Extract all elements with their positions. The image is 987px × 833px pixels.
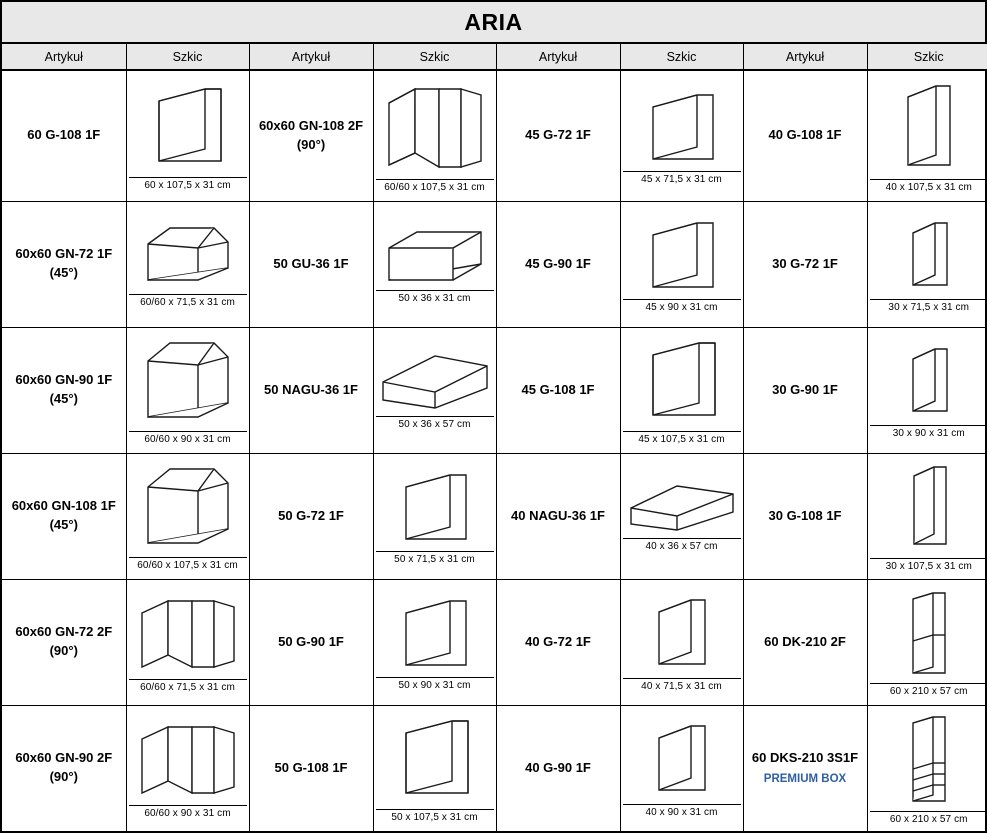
product-sketch-cell [126, 327, 249, 453]
product-sketch-icon [870, 589, 987, 681]
product-sketch-icon [129, 222, 247, 292]
product-sketch-icon [623, 89, 741, 169]
header-table [2, 44, 987, 71]
product-sketch-cell [867, 579, 987, 705]
table-row [2, 453, 987, 579]
product-sketch-cell [867, 71, 987, 201]
product-code-cell [2, 705, 126, 831]
product-code: 45 G-72 1F [525, 127, 591, 143]
product-dimensions: 30 x 90 x 31 cm [870, 425, 987, 439]
product-sketch-cell [373, 71, 496, 201]
table-row [2, 71, 987, 201]
product-sketch-cell [620, 453, 743, 579]
column-header: Artykuł [743, 44, 867, 70]
product-dimensions: 45 x 90 x 31 cm [623, 299, 741, 313]
product-dimensions: 60/60 x 71,5 x 31 cm [129, 294, 247, 308]
product-sketch-cell [620, 201, 743, 327]
product-sketch-cell [620, 579, 743, 705]
product-code-cell [496, 579, 620, 705]
product-sketch-cell [373, 327, 496, 453]
product-code-cell [743, 453, 867, 579]
table-row [2, 705, 987, 831]
product-code: 60x60 GN-72 2F [15, 624, 113, 640]
product-code: 45 G-90 1F [525, 255, 591, 271]
product-sketch-icon [376, 81, 494, 177]
product-sketch-icon [376, 226, 494, 288]
product-code-cell [2, 71, 126, 201]
product-code-cell [249, 201, 373, 327]
product-dimensions: 60 x 210 x 57 cm [870, 811, 987, 825]
product-code: 50 G-108 1F [274, 759, 348, 775]
product-sketch-cell [373, 201, 496, 327]
column-header: Szkic [620, 44, 743, 70]
product-sketch-icon [870, 713, 987, 809]
product-code: 50 NAGU-36 1F [264, 381, 358, 397]
product-sketch-icon [129, 719, 247, 803]
page-title: ARIA [464, 8, 523, 35]
product-angle: (45°) [49, 391, 78, 406]
product-code: 45 G-108 1F [521, 381, 595, 397]
table-row [2, 327, 987, 453]
product-code: 60x60 GN-72 1F [15, 246, 113, 262]
product-code-cell [2, 579, 126, 705]
product-dimensions: 40 x 107,5 x 31 cm [870, 179, 987, 193]
product-angle: (90°) [49, 769, 78, 785]
product-dimensions: 40 x 36 x 57 cm [623, 538, 741, 552]
product-dimensions: 40 x 90 x 31 cm [623, 804, 741, 818]
product-dimensions: 50 x 71,5 x 31 cm [376, 551, 494, 565]
product-code: 60 DK-210 2F [764, 633, 846, 649]
product-sketch-cell [867, 705, 987, 831]
product-sketch-cell [373, 579, 496, 705]
product-dimensions: 50 x 90 x 31 cm [376, 677, 494, 691]
product-sketch-cell [867, 201, 987, 327]
product-angle: (45°) [49, 265, 78, 280]
product-code: 60 DKS-210 3S1F [751, 749, 859, 765]
product-sketch-icon [623, 217, 741, 297]
product-code-cell [743, 705, 867, 831]
product-dimensions: 60 x 210 x 57 cm [870, 683, 987, 697]
product-angle: (45°) [49, 517, 78, 532]
product-badge: PREMIUM BOX [763, 772, 847, 785]
product-sketch-cell [126, 71, 249, 201]
product-code-cell [496, 453, 620, 579]
table-row [2, 201, 987, 327]
product-code-cell [249, 705, 373, 831]
product-dimensions: 60/60 x 107,5 x 31 cm [129, 557, 247, 571]
product-sketch-cell [126, 705, 249, 831]
column-header: Szkic [126, 44, 249, 70]
sheet-title-bar [2, 2, 985, 44]
product-sketch-icon [870, 462, 987, 556]
product-sketch-icon [623, 720, 741, 802]
product-dimensions: 50 x 36 x 31 cm [376, 290, 494, 304]
product-code: 50 G-72 1F [278, 507, 344, 523]
product-sketch-cell [620, 705, 743, 831]
product-sketch-cell [373, 705, 496, 831]
product-sketch-icon [623, 337, 741, 429]
product-code-cell [496, 705, 620, 831]
product-code-cell [249, 71, 373, 201]
product-sketch-cell [126, 453, 249, 579]
product-code-cell [2, 453, 126, 579]
product-sketch-cell [126, 201, 249, 327]
product-code: 60x60 GN-108 2F [258, 117, 364, 133]
product-dimensions: 60/60 x 90 x 31 cm [129, 805, 247, 819]
product-dimensions: 40 x 71,5 x 31 cm [623, 678, 741, 692]
product-dimensions: 60/60 x 71,5 x 31 cm [129, 679, 247, 693]
product-code: 60x60 GN-108 1F [11, 498, 116, 514]
product-dimensions: 45 x 107,5 x 31 cm [623, 431, 741, 445]
product-sketch-cell [620, 71, 743, 201]
product-code: 40 NAGU-36 1F [511, 507, 605, 523]
column-header-row [2, 44, 987, 70]
product-sketch-icon [376, 595, 494, 675]
product-sketch-icon [870, 343, 987, 423]
product-dimensions: 60/60 x 107,5 x 31 cm [376, 179, 494, 193]
product-code: 40 G-108 1F [768, 127, 842, 143]
product-code-cell [249, 453, 373, 579]
product-code-cell [249, 579, 373, 705]
product-sketch-cell [126, 579, 249, 705]
product-code: 30 G-108 1F [768, 507, 842, 523]
product-sketch-icon [129, 593, 247, 677]
product-dimensions: 50 x 107,5 x 31 cm [376, 809, 494, 823]
product-sketch-icon [623, 482, 741, 536]
product-code: 40 G-90 1F [525, 759, 591, 775]
product-dimensions: 30 x 107,5 x 31 cm [870, 558, 987, 572]
product-sketch-cell [373, 453, 496, 579]
product-code-cell [496, 201, 620, 327]
product-code-cell [743, 327, 867, 453]
product-sketch-icon [870, 217, 987, 297]
column-header: Artykuł [249, 44, 373, 70]
column-header: Artykuł [2, 44, 126, 70]
product-dimensions: 45 x 71,5 x 31 cm [623, 171, 741, 185]
column-header: Artykuł [496, 44, 620, 70]
product-code-cell [743, 579, 867, 705]
product-sketch-icon [376, 469, 494, 549]
column-header: Szkic [373, 44, 496, 70]
product-code: 60 G-108 1F [27, 127, 101, 143]
product-code-cell [2, 201, 126, 327]
product-code: 60x60 GN-90 1F [15, 372, 113, 388]
product-code-cell [743, 201, 867, 327]
product-code: 60x60 GN-90 2F [15, 750, 113, 766]
product-code-cell [496, 327, 620, 453]
product-code-cell [2, 327, 126, 453]
product-sketch-icon [129, 337, 247, 429]
table-row [2, 579, 987, 705]
product-sketch-cell [867, 453, 987, 579]
product-angle: (90°) [49, 643, 78, 658]
product-dimensions: 60 x 107,5 x 31 cm [129, 177, 247, 191]
product-code: 30 G-90 1F [772, 381, 838, 397]
product-sketch-icon [376, 352, 494, 414]
product-code-cell [496, 71, 620, 201]
product-code: 40 G-72 1F [525, 633, 591, 649]
product-code-cell [743, 71, 867, 201]
product-sketch-cell [620, 327, 743, 453]
product-sketch-icon [376, 715, 494, 807]
product-dimensions: 30 x 71,5 x 31 cm [870, 299, 987, 313]
product-code: 30 G-72 1F [772, 255, 838, 271]
product-angle: (90°) [296, 136, 326, 152]
product-code: 50 GU-36 1F [273, 255, 349, 271]
product-code: 50 G-90 1F [278, 633, 344, 649]
product-sketch-icon [129, 83, 247, 175]
product-dimensions: 60/60 x 90 x 31 cm [129, 431, 247, 445]
product-sketch-icon [129, 463, 247, 555]
column-header: Szkic [867, 44, 987, 70]
product-dimensions: 50 x 36 x 57 cm [376, 416, 494, 430]
product-sketch-icon [870, 81, 987, 177]
product-code-cell [249, 327, 373, 453]
product-sketch-icon [623, 594, 741, 676]
product-table [2, 71, 987, 831]
product-sketch-cell [867, 327, 987, 453]
